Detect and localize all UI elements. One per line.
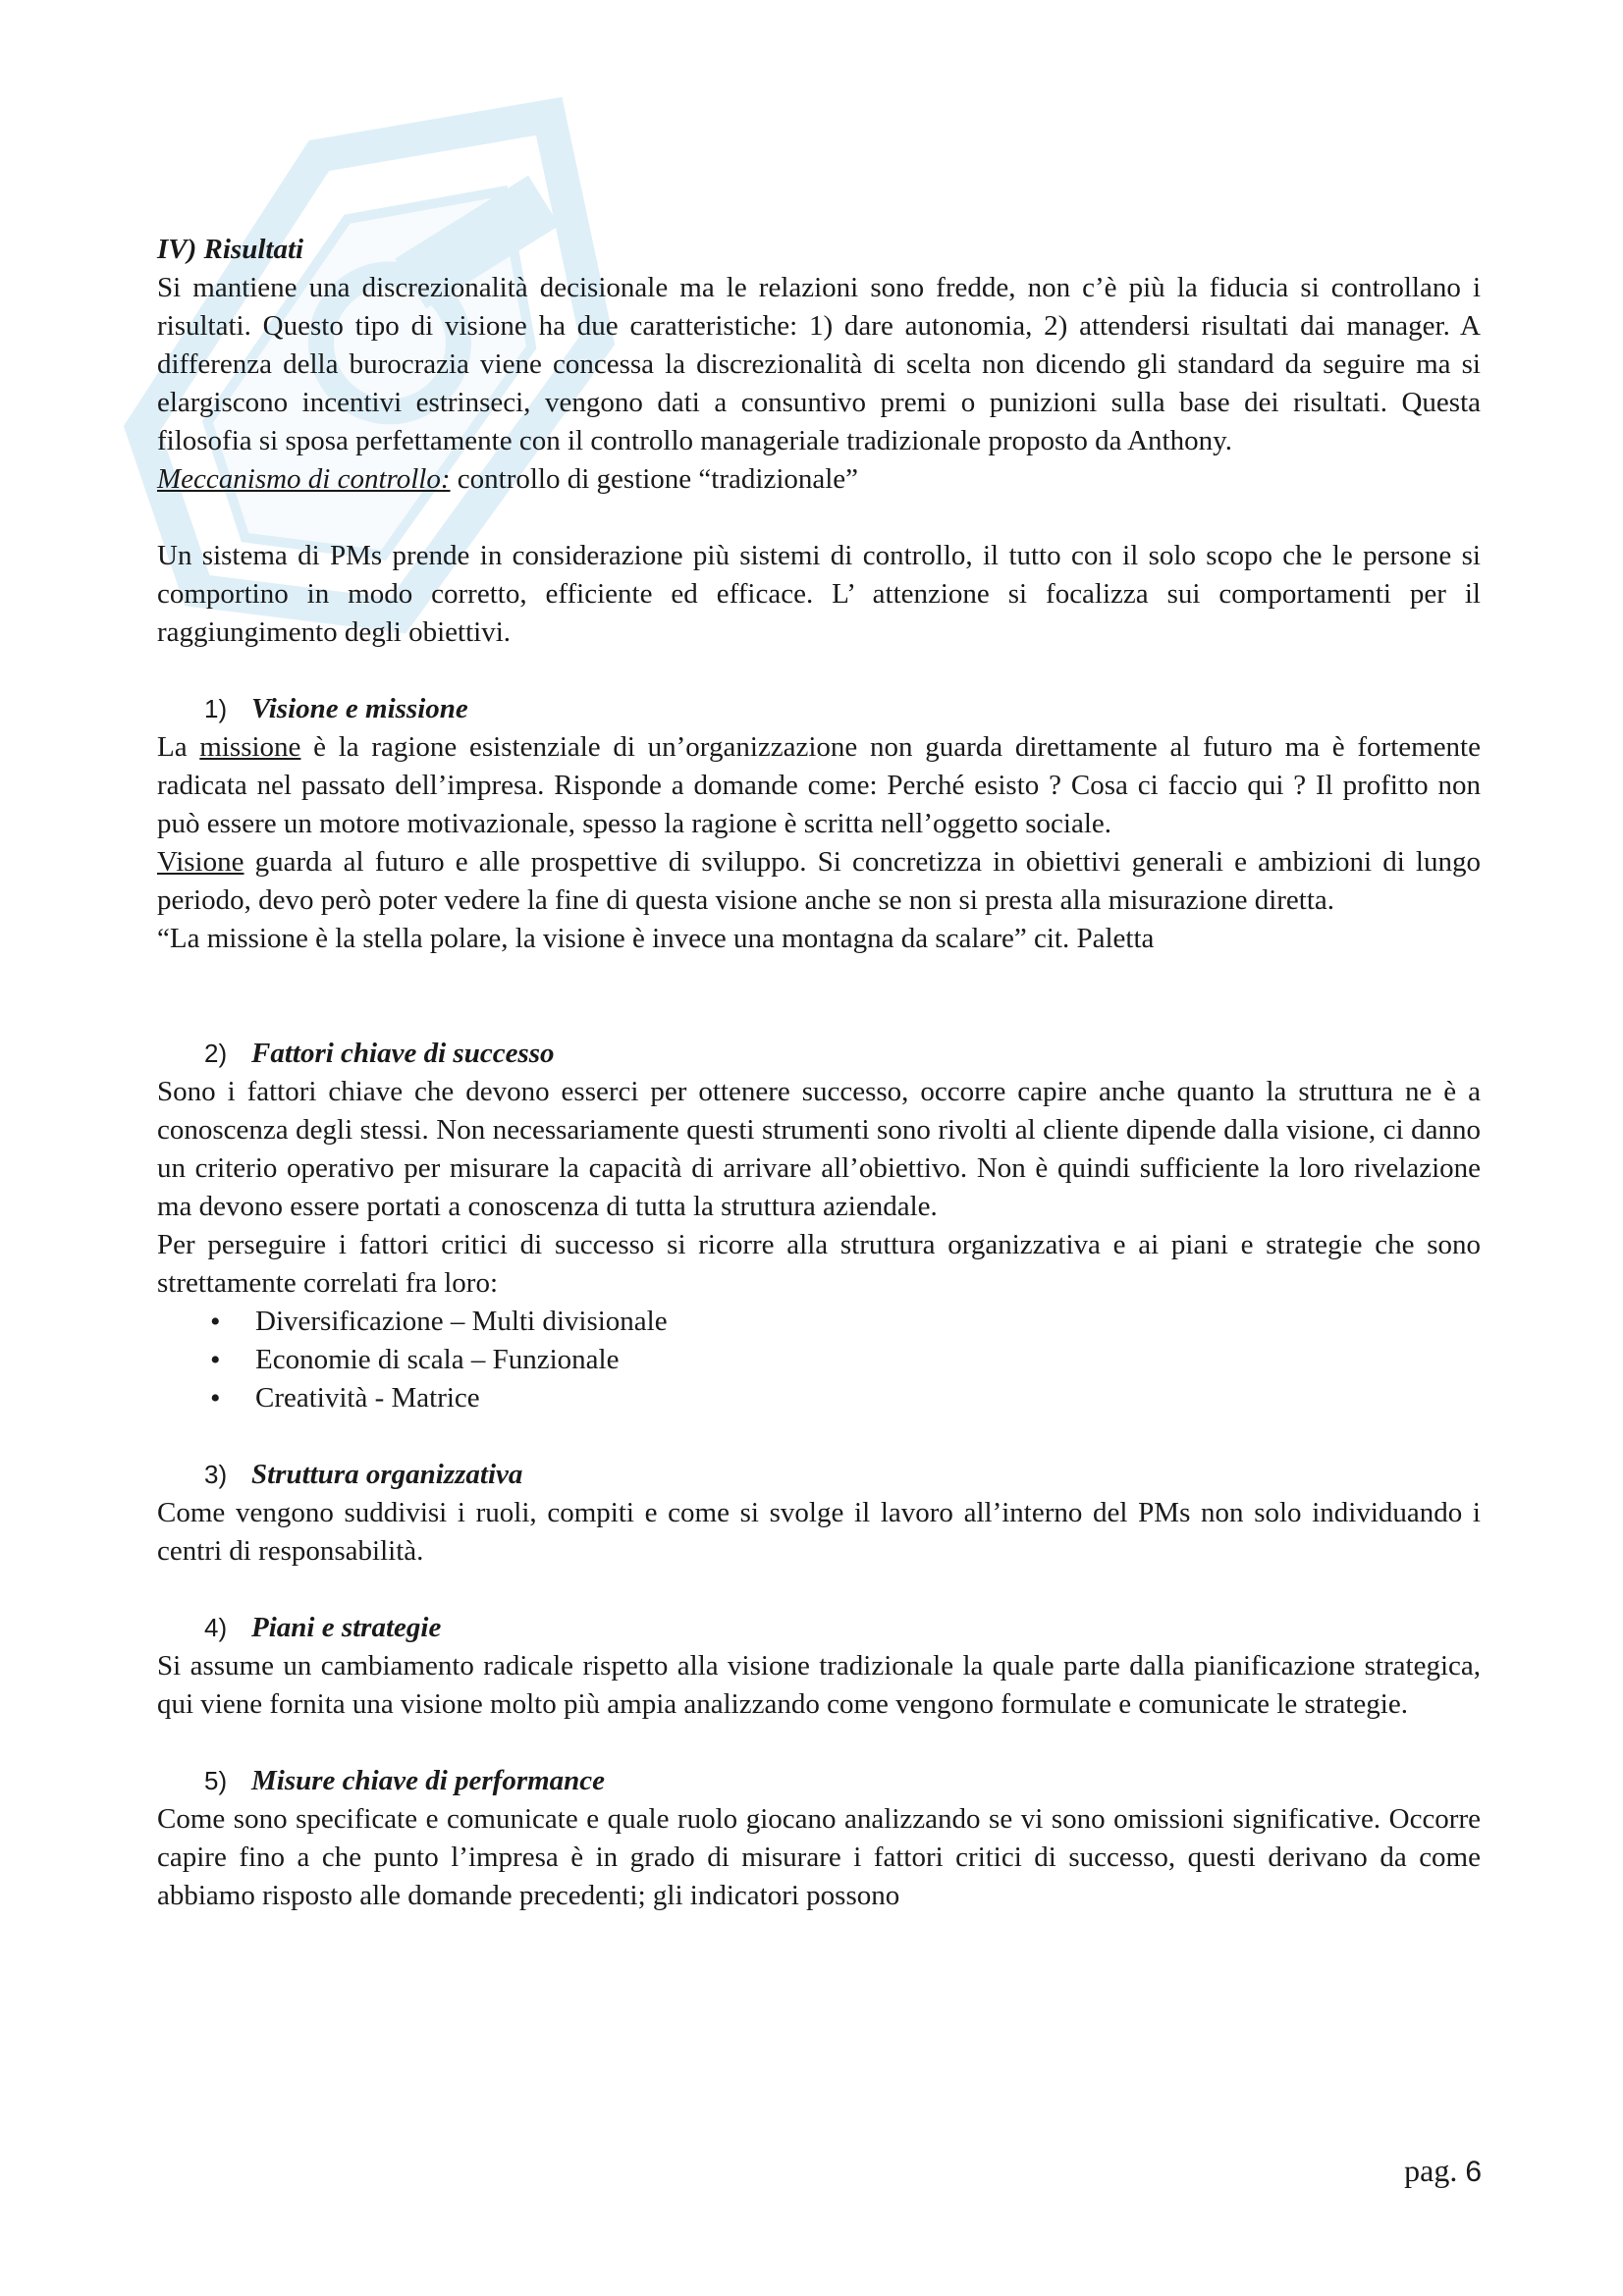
page-number (1404, 2153, 1482, 2189)
section-iv-heading: IV) Risultati (157, 234, 304, 265)
section-4-heading (157, 1609, 1481, 1647)
document-page (157, 231, 1481, 1915)
section-3-heading (157, 1456, 1481, 1494)
section-2-paragraph-2: Per perseguire i fattori critici di successo si ricorre alla struttura organizzativa e ai piani e strategie che sono strettamente correlati fra loro: (157, 1229, 1481, 1299)
section-iv-mechanism (157, 460, 1481, 499)
list-item: • Economie di scala – Funzionale (210, 1341, 1481, 1379)
intro-paragraph: Un sistema di PMs prende in considerazione più sistemi di controllo, il tutto con il solo scopo che le persone si comportino in modo corretto, efficiente ed efficace. L’ attenzione si focalizza sui comportamenti per il raggiungimento degli obiettivi. (157, 540, 1481, 648)
section-2-number: 2) (204, 1039, 228, 1068)
section-4-paragraph: Si assume un cambiamento radicale rispetto alla visione tradizionale la quale parte dalla pianificazione strategica, qui viene fornita una visione molto più ampia analizzando come vengono formulate e comunicate le strategie. (157, 1650, 1481, 1720)
section-2-title: Fattori chiave di successo (251, 1038, 555, 1069)
section-iv-body: Si mantiene una discrezionalità decisionale ma le relazioni sono fredde, non c’è più la fiducia si controllano i risultati. Questo tipo di visione ha due caratteristiche: 1) dare autonomia, 2) attendersi risultati dai manager. A differenza della burocrazia viene concessa la discrezionalità di scelta non dicendo gli standard da seguire ma si elargiscono incentivi estrinseci, vengono dati a consuntivo premi o punizioni sulla base dei risultati. Questa filosofia si sposa perfettamente con il controllo manageriale tradizionale proposto da Anthony. (157, 272, 1481, 456)
section-3-title: Struttura organizzativa (251, 1459, 523, 1490)
section-5-paragraph: Come sono specificate e comunicate e quale ruolo giocano analizzando se vi sono omissioni significative. Occorre capire fino a che punto l’impresa è in grado di misurare i fattori critici di successo, questi derivano da come abbiamo risposto alle domande precedenti; gli indicatori possono (157, 1803, 1481, 1911)
section-5-heading (157, 1762, 1481, 1800)
section-1-heading (157, 690, 1481, 728)
list-item: • Diversificazione – Multi divisionale (210, 1303, 1481, 1341)
section-1-visione (157, 843, 1481, 920)
mechanism-text: controllo di gestione “tradizionale” (450, 463, 859, 495)
list-item: • Creatività - Matrice (210, 1379, 1481, 1417)
section-4-title: Piani e strategie (251, 1612, 442, 1643)
section-1-number: 1) (204, 694, 228, 723)
missione-pre: La (157, 731, 200, 763)
missione-term: missione (199, 731, 301, 763)
section-3-paragraph: Come vengono suddivisi i ruoli, compiti e come si svolge il lavoro all’interno del PMs non solo individuando i centri di responsabilità. (157, 1497, 1481, 1567)
page-number-value: 6 (1465, 2156, 1482, 2188)
section-2-paragraph-1: Sono i fattori chiave che devono esserci per ottenere successo, occorre capire anche quanto la struttura ne è a conoscenza degli stessi. Non necessariamente questi strumenti sono rivolti al cliente dipende dalla visione, ci danno un criterio operativo per misurare la capacità di arrivare all’obiettivo. Non è quindi sufficiente la loro rivelazione ma devono essere portati a conoscenza di tutta la struttura aziendale. (157, 1076, 1481, 1222)
section-1-missione (157, 728, 1481, 843)
page-label: pag. (1404, 2153, 1458, 2188)
section-1-quote: “La missione è la stella polare, la visione è invece una montagna da scalare” cit. Paletta (157, 923, 1155, 954)
missione-text: è la ragione esistenziale di un’organizzazione non guarda direttamente al futuro ma è fortemente radicata nel passato dell’impresa. Risponde a domande come: Perché esisto ? Cosa ci faccio qui ? Il profitto non può essere un motore motivazionale, spesso la ragione è scritta nell’oggetto sociale. (157, 731, 1481, 839)
section-5-number: 5) (204, 1766, 228, 1795)
section-4-number: 4) (204, 1613, 228, 1642)
section-5-title: Misure chiave di performance (251, 1765, 606, 1796)
mechanism-label: Meccanismo di controllo: (157, 463, 451, 495)
section-1-title: Visione e missione (251, 693, 468, 724)
visione-text: guarda al futuro e alle prospettive di sviluppo. Si concretizza in obiettivi generali e ambizioni di lungo periodo, devo però poter vedere la fine di questa visione anche se non si presta alla misurazione diretta. (157, 846, 1481, 916)
section-2-heading (157, 1035, 1481, 1073)
visione-term: Visione (157, 846, 244, 878)
section-3-number: 3) (204, 1460, 228, 1489)
section-2-bullet-list (157, 1303, 1481, 1417)
